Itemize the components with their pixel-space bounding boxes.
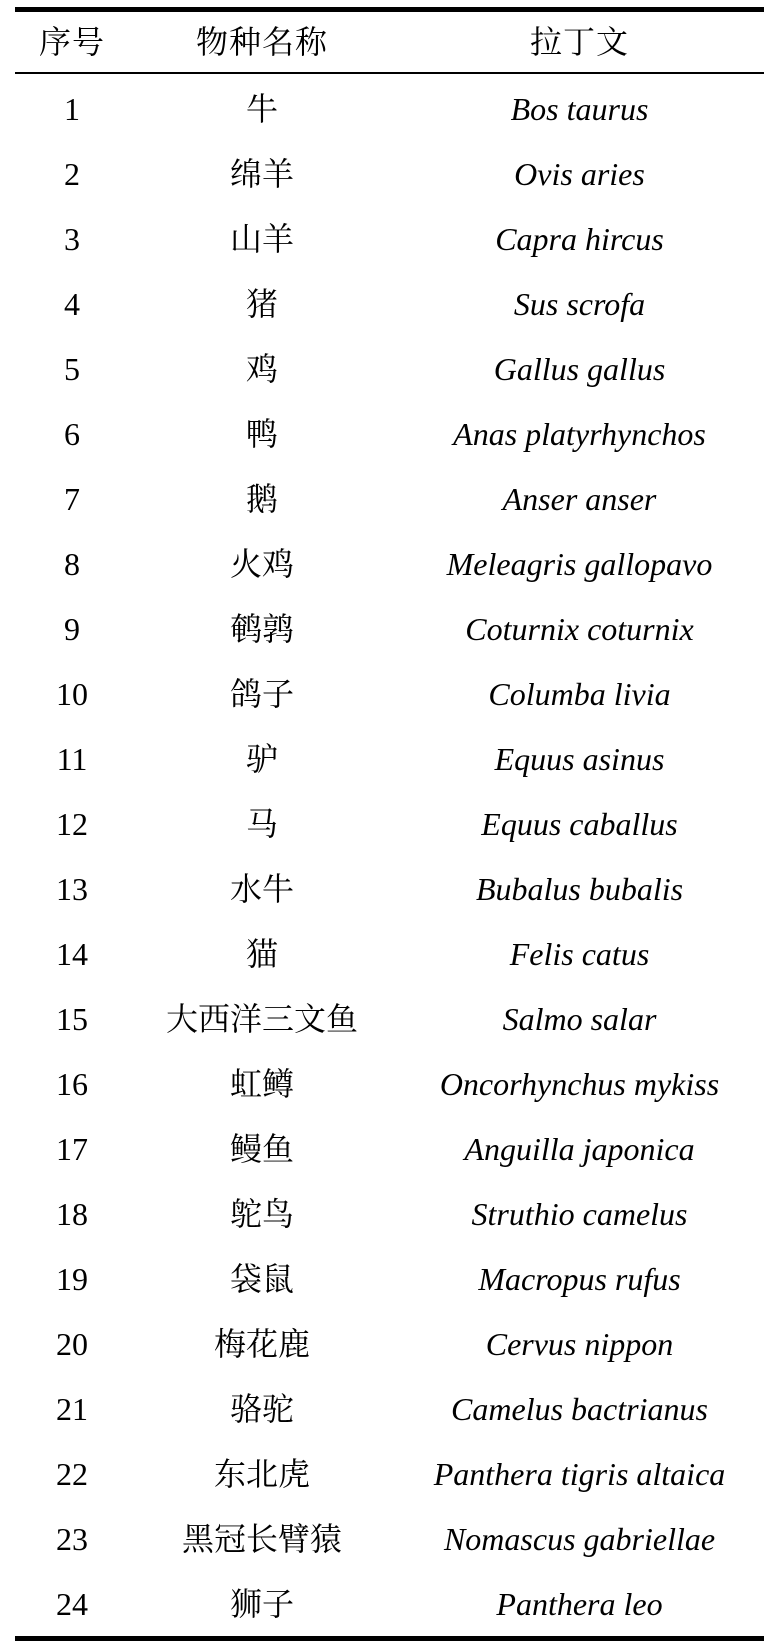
row-latin-name: Equus asinus bbox=[494, 740, 665, 777]
table-row bbox=[15, 336, 764, 401]
table-row bbox=[15, 1246, 764, 1311]
table-row bbox=[15, 661, 764, 726]
row-species-name: 大西洋三文鱼 bbox=[165, 1000, 358, 1037]
row-species-name: 骆驼 bbox=[229, 1390, 294, 1427]
species-table bbox=[15, 7, 764, 1641]
row-latin-name: Anser anser bbox=[502, 480, 657, 517]
row-latin-name: Gallus gallus bbox=[493, 350, 666, 387]
row-index: 22 bbox=[56, 1455, 88, 1492]
table-body bbox=[15, 74, 764, 1636]
row-species-name: 虹鳟 bbox=[229, 1065, 294, 1102]
row-index: 17 bbox=[56, 1130, 88, 1167]
row-latin-name: Coturnix coturnix bbox=[465, 610, 694, 647]
row-index: 13 bbox=[56, 870, 88, 907]
row-index: 2 bbox=[64, 155, 80, 192]
table-row bbox=[15, 1441, 764, 1506]
row-species-name: 鸡 bbox=[245, 350, 278, 387]
row-species-name: 猫 bbox=[245, 935, 278, 972]
table-row bbox=[15, 856, 764, 921]
table-row bbox=[15, 596, 764, 661]
table-row bbox=[15, 206, 764, 271]
row-species-name: 绵羊 bbox=[229, 155, 294, 192]
row-latin-name: Panthera leo bbox=[496, 1585, 663, 1622]
row-latin-name: Nomascus gabriellae bbox=[443, 1520, 716, 1557]
row-index: 1 bbox=[64, 90, 80, 127]
table-row bbox=[15, 141, 764, 206]
row-species-name: 袋鼠 bbox=[229, 1260, 294, 1297]
row-latin-name: Bos taurus bbox=[510, 90, 649, 127]
row-index: 16 bbox=[56, 1065, 88, 1102]
table-row bbox=[15, 1506, 764, 1571]
row-latin-name: Capra hircus bbox=[495, 220, 664, 257]
table-row bbox=[15, 1116, 764, 1181]
table-row bbox=[15, 271, 764, 336]
row-latin-name: Equus caballus bbox=[481, 805, 678, 842]
row-index: 24 bbox=[56, 1585, 88, 1622]
header-species-name: 物种名称 bbox=[195, 24, 328, 60]
table-row bbox=[15, 1376, 764, 1441]
row-latin-name: Sus scrofa bbox=[513, 285, 646, 322]
row-latin-name: Cervus nippon bbox=[485, 1325, 674, 1362]
row-latin-name: Meleagris gallopavo bbox=[446, 545, 713, 582]
row-species-name: 东北虎 bbox=[213, 1455, 310, 1492]
row-species-name: 马 bbox=[245, 805, 278, 842]
table-row bbox=[15, 1181, 764, 1246]
row-species-name: 鳗鱼 bbox=[229, 1130, 294, 1167]
row-species-name: 鸽子 bbox=[229, 675, 294, 712]
row-latin-name: Salmo salar bbox=[502, 1000, 657, 1037]
row-index: 18 bbox=[56, 1195, 88, 1232]
header-latin: 拉丁文 bbox=[529, 24, 629, 60]
table-bottom-rule bbox=[15, 1636, 764, 1641]
row-index: 20 bbox=[56, 1325, 88, 1362]
row-latin-name: Panthera tigris altaica bbox=[433, 1455, 726, 1492]
header-index: 序号 bbox=[38, 24, 105, 60]
row-latin-name: Columba livia bbox=[488, 675, 671, 712]
table-header-row bbox=[15, 12, 764, 72]
row-index: 4 bbox=[64, 285, 80, 322]
row-latin-name: Bubalus bubalis bbox=[475, 870, 684, 907]
table-row bbox=[15, 791, 764, 856]
table-row bbox=[15, 76, 764, 141]
row-index: 6 bbox=[64, 415, 80, 452]
row-latin-name: Anguilla japonica bbox=[464, 1130, 695, 1167]
row-index: 19 bbox=[56, 1260, 88, 1297]
row-species-name: 鸭 bbox=[245, 415, 278, 452]
row-index: 14 bbox=[56, 935, 88, 972]
row-species-name: 山羊 bbox=[229, 220, 294, 257]
row-species-name: 火鸡 bbox=[229, 545, 294, 582]
table-row bbox=[15, 1051, 764, 1116]
row-latin-name: Camelus bactrianus bbox=[451, 1390, 708, 1427]
table-row bbox=[15, 466, 764, 531]
table-row bbox=[15, 1311, 764, 1376]
row-index: 10 bbox=[56, 675, 88, 712]
table-row bbox=[15, 726, 764, 791]
row-species-name: 梅花鹿 bbox=[213, 1325, 310, 1362]
row-index: 8 bbox=[64, 545, 80, 582]
row-index: 3 bbox=[64, 220, 80, 257]
row-latin-name: Oncorhynchus mykiss bbox=[439, 1065, 720, 1102]
row-species-name: 鸵鸟 bbox=[229, 1195, 294, 1232]
table-row bbox=[15, 401, 764, 466]
row-latin-name: Ovis aries bbox=[514, 155, 645, 192]
row-species-name: 狮子 bbox=[229, 1585, 294, 1622]
row-index: 5 bbox=[64, 350, 80, 387]
table-row bbox=[15, 531, 764, 596]
row-index: 9 bbox=[64, 610, 80, 647]
row-latin-name: Anas platyrhynchos bbox=[453, 415, 706, 452]
row-index: 15 bbox=[56, 1000, 88, 1037]
table-row bbox=[15, 1571, 764, 1636]
row-species-name: 鹅 bbox=[245, 480, 278, 517]
row-species-name: 牛 bbox=[245, 90, 278, 127]
row-index: 12 bbox=[56, 805, 88, 842]
row-index: 11 bbox=[56, 740, 88, 777]
table-row bbox=[15, 921, 764, 986]
row-index: 7 bbox=[64, 480, 80, 517]
row-species-name: 黑冠长臂猿 bbox=[181, 1520, 342, 1557]
row-index: 23 bbox=[56, 1520, 88, 1557]
row-latin-name: Macropus rufus bbox=[478, 1260, 681, 1297]
row-latin-name: Felis catus bbox=[509, 935, 650, 972]
row-index: 21 bbox=[56, 1390, 88, 1427]
row-latin-name: Struthio camelus bbox=[471, 1195, 688, 1232]
row-species-name: 驴 bbox=[245, 740, 278, 777]
row-species-name: 鹌鹑 bbox=[229, 610, 294, 647]
row-species-name: 水牛 bbox=[229, 870, 294, 907]
row-species-name: 猪 bbox=[245, 285, 278, 322]
table-row bbox=[15, 986, 764, 1051]
